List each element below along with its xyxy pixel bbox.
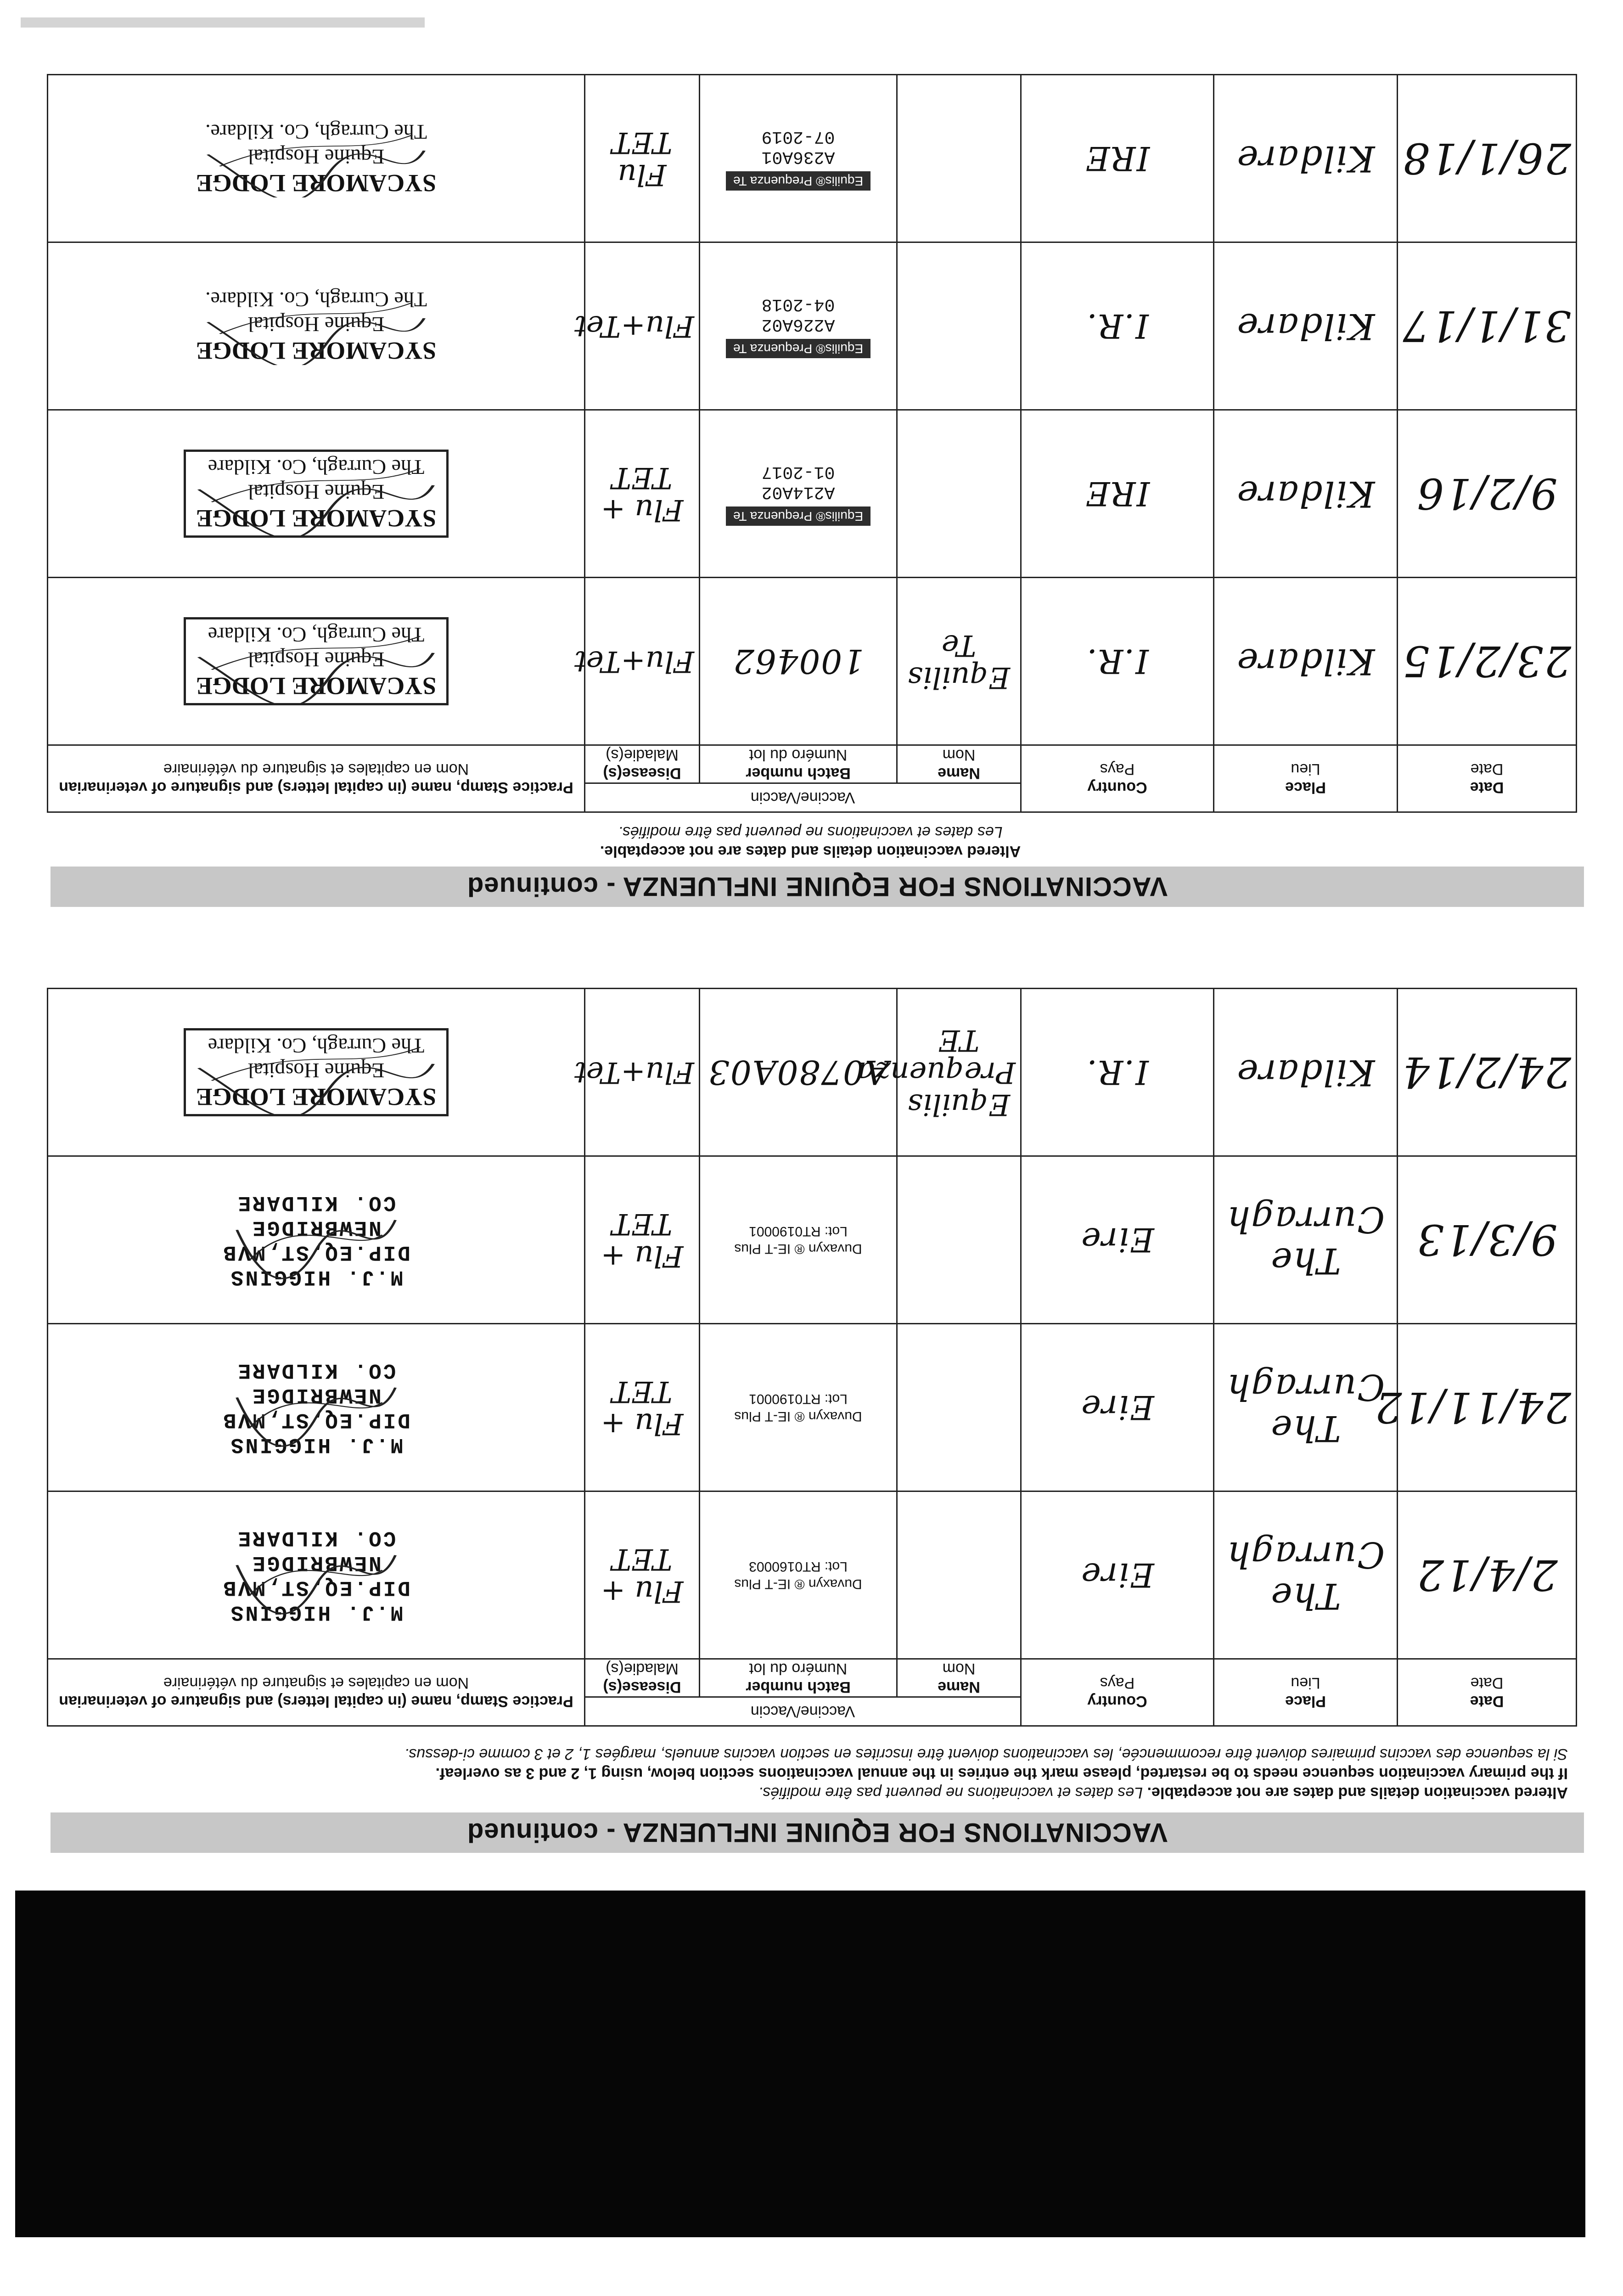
cell-vaccine-name (897, 1491, 1021, 1659)
cell-disease: Flu+Tet (584, 578, 699, 745)
cell-stamp (47, 1324, 584, 1491)
cell-stamp (47, 410, 584, 578)
cell-country: Eire (1021, 1491, 1214, 1659)
stamp-line: DIP.EQ,ST,MVB (222, 1408, 410, 1432)
cell-batch (700, 75, 897, 242)
cell-vaccine-name: Equilis Te (897, 578, 1021, 745)
stamp-hospital: Equine Hospital (247, 1059, 385, 1082)
batch-expiry: 07-2019 (761, 127, 835, 146)
practice-stamp (184, 450, 449, 538)
section-1-title: VACCINATIONS FOR EQUINE INFLUENZA - continued (51, 1812, 1584, 1853)
table-row (47, 410, 1576, 578)
cell-stamp (47, 1491, 584, 1659)
stamp-line: M.J. HIGGINS (229, 1265, 404, 1289)
cell-date: 9/3/13 (1398, 1156, 1577, 1324)
table-row (47, 1491, 1576, 1659)
cell-place: Kildare (1214, 75, 1398, 242)
batch-lot: Lot: RT0190001 (749, 1224, 848, 1239)
stamp-line: NEWBRIDGE (251, 1383, 382, 1407)
cell-disease: Flu + TET (584, 410, 699, 578)
cell-disease: Flu + TET (584, 1324, 699, 1491)
cell-place: The Curragh (1214, 1491, 1398, 1659)
stamp-address: The Curragh, Co. Kildare (208, 1034, 425, 1058)
col-date: Date Date (1398, 1659, 1577, 1726)
cell-disease: Flu TET (584, 75, 699, 242)
cell-date: 23/2/15 (1398, 578, 1577, 745)
col-stamp: Practice Stamp, name (in capital letters) and signature of veterinarian Nom en capitales et signature du vétérinaire (47, 1659, 584, 1726)
stamp-hospital: Equine Hospital (247, 648, 385, 671)
col-date: Date Date (1398, 745, 1577, 812)
col-country: Country Pays (1021, 745, 1214, 812)
cell-country: Eire (1021, 1156, 1214, 1324)
cell-batch (700, 578, 897, 745)
section-2-notes (53, 822, 1568, 861)
cell-vaccine-name (897, 1156, 1021, 1324)
col-vaccine-group: Vaccine/Vaccin (584, 783, 1021, 812)
vaccine-sticker: Equilis® Prequenza Te (726, 506, 870, 526)
stamp-line: DIP.EQ,ST,MVB (222, 1240, 410, 1264)
cell-date: 31/1/17 (1398, 242, 1577, 410)
col-stamp: Practice Stamp, name (in capital letters) and signature of veterinarian Nom en capitales et signature du vétérinaire (47, 745, 584, 812)
stamp-line: DIP.EQ,ST,MVB (222, 1576, 410, 1599)
cell-disease: Flu+Tet (584, 989, 699, 1156)
note-altered: Altered vaccination details and dates are not acceptable. (1147, 1784, 1568, 1801)
cell-stamp (47, 578, 584, 745)
cell-country: I.R. (1021, 578, 1214, 745)
col-country: Country Pays (1021, 1659, 1214, 1726)
vet-stamp (222, 1525, 410, 1625)
cell-place: The Curragh (1214, 1324, 1398, 1491)
stamp-address: The Curragh, Co. Kildare. (205, 288, 427, 311)
cell-vaccine-name (897, 1324, 1021, 1491)
col-batch: Batch number Numéro du lot (700, 745, 897, 783)
stamp-line: CO. KILDARE (236, 1191, 396, 1215)
cell-vaccine-name (897, 242, 1021, 410)
cell-stamp (47, 989, 584, 1156)
cell-vaccine-name: Equilis Prequenza TE (897, 989, 1021, 1156)
table-row (47, 75, 1576, 242)
cell-stamp (47, 75, 584, 242)
stamp-hospital: Equine Hospital (247, 145, 385, 169)
batch-number: A0780A03 (708, 1053, 889, 1092)
cell-date: 26/1/18 (1398, 75, 1577, 242)
table-row (47, 989, 1576, 1156)
cell-country: I.R. (1021, 242, 1214, 410)
col-batch: Batch number Numéro du lot (700, 1659, 897, 1697)
cell-disease: Flu + TET (584, 1491, 699, 1659)
vaccination-table-2 (47, 74, 1577, 813)
scan-edge-line (21, 17, 425, 28)
col-disease: Disease(s) Maladie(s) (584, 1659, 699, 1697)
stamp-practice-name: SYCAMORE LODGE (196, 672, 437, 700)
cell-vaccine-name (897, 75, 1021, 242)
col-place: Place Lieu (1214, 745, 1398, 812)
cell-date: 24/2/14 (1398, 989, 1577, 1156)
stamp-address: The Curragh, Co. Kildare (208, 456, 425, 479)
stamp-address: The Curragh, Co. Kildare. (205, 120, 427, 144)
practice-stamp (184, 617, 449, 705)
stamp-practice-name: SYCAMORE LODGE (196, 337, 437, 365)
cell-place: Kildare (1214, 989, 1398, 1156)
stamp-line: NEWBRIDGE (251, 1216, 382, 1239)
batch-lot: A214A02 (761, 482, 835, 502)
col-name: Name Nom (897, 745, 1021, 783)
section-1-notes (53, 1745, 1568, 1802)
vet-stamp (222, 1358, 410, 1457)
stamp-line: NEWBRIDGE (251, 1551, 382, 1575)
table-row (47, 578, 1576, 745)
cell-disease: Flu + TET (584, 1156, 699, 1324)
batch-product: Duvaxyn ® IE-T Plus (734, 1241, 862, 1256)
cell-batch (700, 242, 897, 410)
table-row (47, 1156, 1576, 1324)
cell-stamp (47, 242, 584, 410)
practice-stamp (196, 287, 437, 365)
practice-stamp (196, 119, 437, 197)
vet-stamp (222, 1190, 410, 1289)
col-place: Place Lieu (1214, 1659, 1398, 1726)
stamp-line: M.J. HIGGINS (229, 1600, 404, 1624)
table-row (47, 1324, 1576, 1491)
stamp-line: CO. KILDARE (236, 1526, 396, 1550)
stamp-address: The Curragh, Co. Kildare (208, 623, 425, 647)
stamp-practice-name: SYCAMORE LODGE (196, 169, 437, 197)
batch-lot: Lot: RT0190001 (749, 1391, 848, 1407)
vaccination-table-1 (47, 988, 1577, 1727)
batch-expiry: 01-2017 (761, 462, 835, 482)
batch-lot: Lot: RT0160003 (749, 1559, 848, 1574)
note-altered-2: Altered vaccination details and dates are not acceptable. (600, 843, 1021, 860)
section-2-title: VACCINATIONS FOR EQUINE INFLUENZA - continued (51, 867, 1584, 907)
col-name: Name Nom (897, 1659, 1021, 1697)
cell-date: 24/11/12 (1398, 1324, 1577, 1491)
cell-batch (700, 1491, 897, 1659)
note-altered-fr-2: Les dates et vaccinations ne peuvent pas être modifiés. (618, 823, 1003, 841)
practice-stamp (184, 1028, 449, 1116)
cell-vaccine-name (897, 410, 1021, 578)
cell-country: IRE (1021, 410, 1214, 578)
stamp-hospital: Equine Hospital (247, 480, 385, 504)
cell-place: Kildare (1214, 410, 1398, 578)
batch-expiry: 04-2018 (761, 294, 835, 314)
stamp-hospital: Equine Hospital (247, 313, 385, 336)
cell-place: Kildare (1214, 578, 1398, 745)
batch-lot: A236A01 (761, 147, 835, 167)
batch-number: 100462 (732, 642, 864, 681)
cell-place: Kildare (1214, 242, 1398, 410)
cell-date: 9/2/16 (1398, 410, 1577, 578)
cell-country: Eire (1021, 1324, 1214, 1491)
cell-place: The Curragh (1214, 1156, 1398, 1324)
scan-black-border (15, 1891, 1585, 2237)
col-disease: Disease(s) Maladie(s) (584, 745, 699, 783)
stamp-line: CO. KILDARE (236, 1358, 396, 1382)
batch-product: Duvaxyn ® IE-T Plus (734, 1409, 862, 1424)
table-row (47, 242, 1576, 410)
note-restart-fr: Si la sequence des vaccins primaires doivent être recommencée, les vaccinations doivent être inscrites en section vaccins annuels, margées 1, 2 et 3 comme ci-dessus. (404, 1745, 1568, 1763)
note-restart: If the primary vaccination sequence needs to be restarted, please mark the entries in the annual vaccinations section below, using 1, 2 and 3 as overleaf. (435, 1765, 1568, 1782)
stamp-practice-name: SYCAMORE LODGE (196, 505, 437, 532)
stamp-practice-name: SYCAMORE LODGE (196, 1083, 437, 1111)
vaccine-sticker: Equilis® Prequenza Te (726, 339, 870, 358)
cell-batch (700, 1156, 897, 1324)
cell-country: I.R. (1021, 989, 1214, 1156)
cell-date: 2/4/12 (1398, 1491, 1577, 1659)
cell-batch (700, 410, 897, 578)
batch-product: Duvaxyn ® IE-T Plus (734, 1576, 862, 1592)
cell-country: IRE (1021, 75, 1214, 242)
stamp-line: M.J. HIGGINS (229, 1433, 404, 1457)
cell-disease: Flu+Tet (584, 242, 699, 410)
vaccine-sticker: Equilis® Prequenza Te (726, 171, 870, 191)
col-vaccine-group: Vaccine/Vaccin (584, 1697, 1021, 1726)
cell-stamp (47, 1156, 584, 1324)
cell-batch (700, 1324, 897, 1491)
note-altered-fr: Les dates et vaccinations ne peuvent pas être modifiés. (758, 1784, 1143, 1801)
batch-lot: A226A02 (761, 315, 835, 334)
cell-batch (700, 989, 897, 1156)
